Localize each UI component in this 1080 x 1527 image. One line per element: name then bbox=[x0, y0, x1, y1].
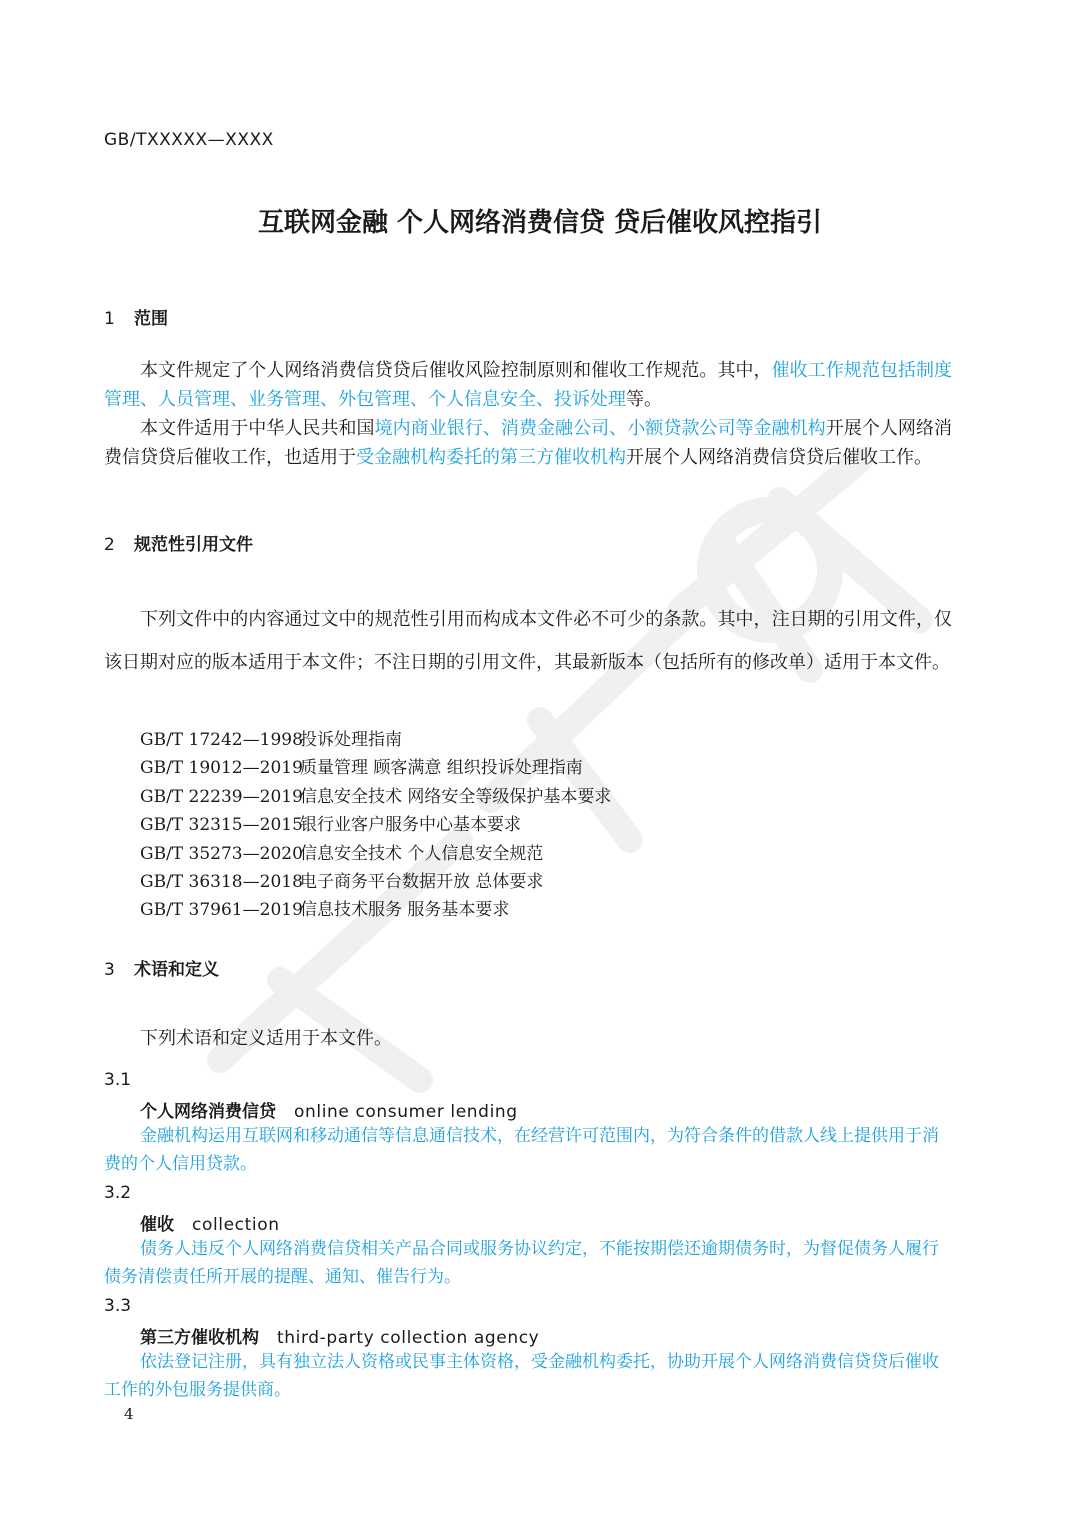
term-zh: 催收 bbox=[140, 1215, 174, 1235]
reference-item bbox=[140, 868, 611, 896]
reference-item bbox=[140, 754, 611, 782]
reference-list bbox=[140, 726, 611, 925]
page-number: 4 bbox=[124, 1405, 134, 1423]
reference-item bbox=[140, 783, 611, 811]
reference-item bbox=[140, 726, 611, 754]
text: 开展个人网络消费信贷贷后催收工作。 bbox=[626, 447, 932, 468]
section-title: 规范性引用文件 bbox=[134, 535, 253, 555]
term-definition: 债务人违反个人网络消费信贷相关产品合同或服务协议约定，不能按期偿还逾期债务时，为督促债务人履行债务清偿责任所开展的提醒、通知、催告行为。 bbox=[104, 1239, 939, 1287]
section-1-body bbox=[104, 356, 952, 472]
term-en: collection bbox=[192, 1215, 280, 1235]
reference-item bbox=[140, 840, 611, 868]
term-zh: 个人网络消费信贷 bbox=[140, 1102, 276, 1122]
terms-intro: 下列术语和定义适用于本文件。 bbox=[140, 1028, 392, 1049]
highlight-text: 受金融机构委托的第三方催收机构 bbox=[356, 447, 626, 468]
section-1-heading bbox=[104, 304, 168, 329]
references-intro: 下列文件中的内容通过文中的规范性引用而构成本文件必不可少的条款。其中，注日期的引用文件，仅该日期对应的版本适用于本文件；不注日期的引用文件，其最新版本（包括所有的修改单）适用于本文件。 bbox=[104, 609, 952, 673]
highlight-text: 境内商业银行、消费金融公司、小额贷款公司等金融机构 bbox=[374, 418, 826, 439]
document-code: GB/TXXXXX—XXXX bbox=[104, 130, 274, 150]
reference-title: 信息技术服务 服务基本要求 bbox=[300, 900, 510, 921]
reference-title: 信息安全技术 网络安全等级保护基本要求 bbox=[300, 786, 612, 807]
text: 等。 bbox=[626, 389, 662, 410]
text: 本文件适用于中华人民共和国 bbox=[140, 418, 375, 439]
term-number: 3.1 bbox=[104, 1070, 132, 1090]
term-title bbox=[140, 1323, 539, 1348]
reference-title: 信息安全技术 个人信息安全规范 bbox=[300, 843, 544, 864]
section-2-intro bbox=[104, 598, 952, 684]
term-title bbox=[140, 1210, 280, 1235]
term-en: third-party collection agency bbox=[277, 1328, 540, 1348]
term-definition: 金融机构运用互联网和移动通信等信息通信技术，在经营许可范围内，为符合条件的借款人线上提供用于消费的个人信用贷款。 bbox=[104, 1126, 939, 1174]
text: 本文件规定了个人网络消费信贷贷后催收风险控制原则和催收工作规范。其中， bbox=[140, 360, 772, 381]
document-title: 互联网金融 个人网络消费信贷 贷后催收风控指引 bbox=[257, 208, 823, 238]
highlight-text: 催收工作规范包括制度管理、人员管理、业务管理、外包管理、个人信息安全、投诉处理 bbox=[104, 360, 953, 410]
reference-code: GB/T 36318—2018 bbox=[140, 872, 303, 893]
scope-paragraph-1 bbox=[104, 356, 952, 414]
reference-code: GB/T 32315—2015 bbox=[140, 815, 303, 836]
term-zh: 第三方催收机构 bbox=[140, 1328, 259, 1348]
scope-paragraph-2 bbox=[104, 414, 952, 472]
reference-code: GB/T 19012—2019 bbox=[140, 758, 303, 779]
text: 开展个人网络消费信贷贷后催收工作，也适用于 bbox=[104, 418, 953, 468]
section-title: 术语和定义 bbox=[134, 960, 219, 980]
reference-code: GB/T 37961—2019 bbox=[140, 900, 303, 921]
term-definition: 依法登记注册，具有独立法人资格或民事主体资格，受金融机构委托，协助开展个人网络消费信贷贷后催收工作的外包服务提供商。 bbox=[104, 1352, 939, 1400]
reference-title: 投诉处理指南 bbox=[300, 730, 402, 750]
term-number: 3.2 bbox=[104, 1183, 132, 1203]
term-en: online consumer lending bbox=[294, 1102, 518, 1122]
term-title bbox=[140, 1097, 518, 1122]
reference-code: GB/T 35273—2020 bbox=[140, 843, 303, 864]
section-title: 范围 bbox=[134, 309, 168, 329]
reference-title: 银行业客户服务中心基本要求 bbox=[300, 815, 521, 836]
term-number: 3.3 bbox=[104, 1296, 132, 1316]
section-number: 2 bbox=[104, 535, 115, 555]
reference-item bbox=[140, 811, 611, 839]
reference-item bbox=[140, 896, 611, 924]
reference-code: GB/T 22239—2019 bbox=[140, 786, 303, 807]
reference-title: 质量管理 顾客满意 组织投诉处理指南 bbox=[300, 758, 583, 779]
section-3-heading bbox=[104, 955, 219, 980]
section-number: 3 bbox=[104, 960, 115, 980]
section-number: 1 bbox=[104, 309, 115, 329]
reference-code: GB/T 17242—1998 bbox=[140, 730, 303, 750]
section-2-heading bbox=[104, 530, 253, 555]
reference-title: 电子商务平台数据开放 总体要求 bbox=[300, 872, 544, 893]
